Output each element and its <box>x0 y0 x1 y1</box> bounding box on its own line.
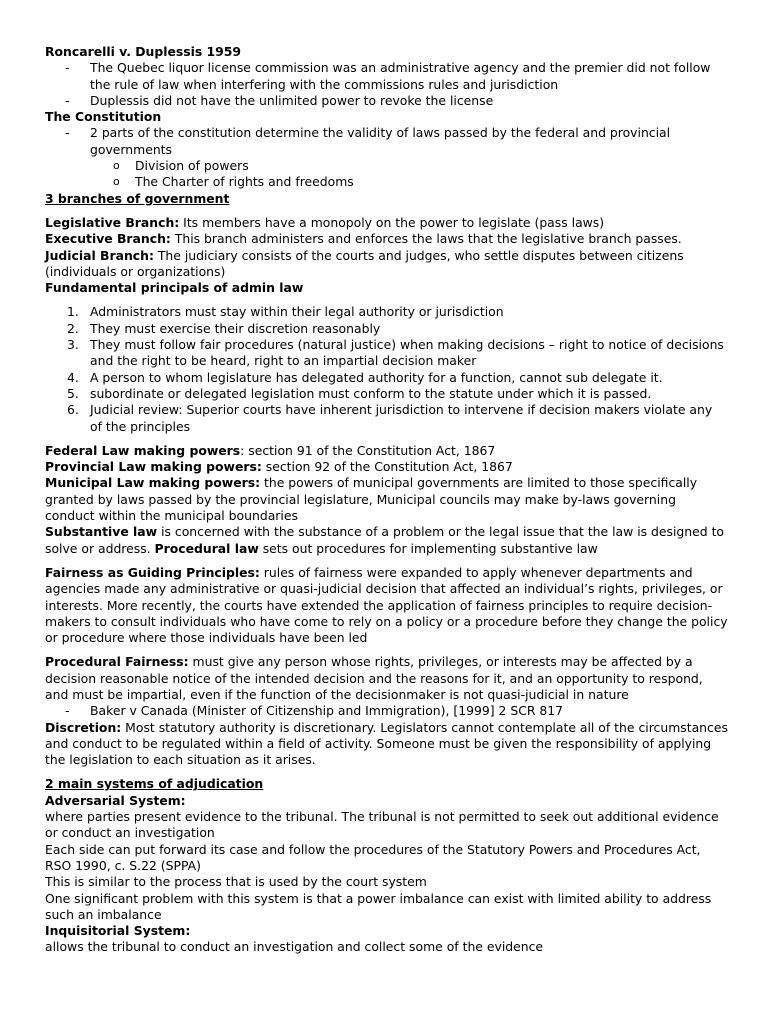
bullet-item: - The Quebec liquor license commission was an administrative agency and the premier did not follow the rule of law when interfering with the commissions rules and jurisdiction <box>65 60 711 92</box>
definition: Judicial Branch: The judiciary consists of the courts and judges, who settle disputes between citizens (individuals or organizations) <box>45 247 684 279</box>
section-heading: The Constitution <box>45 109 162 125</box>
numbered-item: 5. subordinate or delegated legislation must conform to the statute under which it is passed. <box>67 385 652 401</box>
paragraph: Discretion: Most statutory authority is discretionary. Legislators cannot contemplate all of the circumstances and conduct to be regulated within a field of activity. Someone must be given the responsibility of applying the legislation to each situation as it arises. <box>45 719 728 768</box>
numbered-item: 2. They must exercise their discretion reasonably <box>67 320 381 336</box>
bullet-item: - 2 parts of the constitution determine the validity of laws passed by the federal and provincial governments <box>65 125 671 157</box>
section-heading: 2 main systems of adjudication <box>45 776 264 792</box>
sub-bullet-item: o The Charter of rights and freedoms <box>113 174 354 190</box>
case-heading: Roncarelli v. Duplessis 1959 <box>45 44 242 59</box>
numbered-item: 4. A person to whom legislature has delegated authority for a function, cannot sub delegate it. <box>67 369 663 385</box>
section-heading: 3 branches of government <box>45 190 230 206</box>
text-line: Each side can put forward its case and follow the procedures of the Statutory Powers and Procedures Act, RSO 1990, c. S.22 (SPPA) <box>45 841 701 873</box>
text-line: allows the tribunal to conduct an investigation and collect some of the evidence <box>45 939 544 955</box>
definition: Municipal Law making powers: the powers of municipal governments are limited to those specifically granted by laws passed by the provincial legislature, Municipal councils may make by-laws governing conduct within the municipal boundaries <box>45 475 698 524</box>
numbered-item: 6. Judicial review: Superior courts have inherent jurisdiction to intervene if decision makers violate any of the principles <box>67 402 713 434</box>
numbered-item: 3. They must follow fair procedures (natural justice) when making decisions – right to notice of decisions and the right to be heard, right to an impartial decision maker <box>67 337 724 369</box>
numbered-item: 1. Administrators must stay within their legal authority or jurisdiction <box>67 304 504 320</box>
text-line: where parties present evidence to the tribunal. The tribunal is not permitted to seek out additional evidence or conduct an investigation <box>45 809 719 841</box>
definition: Provincial Law making powers: section 92 of the Constitution Act, 1867 <box>45 459 513 475</box>
definition: Substantive law is concerned with the substance of a problem or the legal issue that the law is designed to solve or address. Procedural law sets out procedures for implementing substantive law <box>45 524 725 556</box>
subheading: Adversarial System: <box>45 792 186 808</box>
text-line: One significant problem with this system is that a power imbalance can exist with limited ability to address such an imbalance <box>45 890 712 922</box>
subheading: Inquisitorial System: <box>45 923 191 939</box>
definition: Executive Branch: This branch administers and enforces the laws that the legislative branch passes. <box>45 231 682 247</box>
paragraph: Procedural Fairness: must give any person whose rights, privileges, or interests may be affected by a decision reasonable notice of the intended decision and the reasons for it, and an opportunity to respond, and must be impartial, even if the function of the decisionmaker is not quasi-judicial in nature <box>45 654 703 702</box>
section-heading: Fundamental principals of admin law <box>45 280 304 296</box>
text-line: This is similar to the process that is used by the court system <box>45 874 427 890</box>
definition: Legislative Branch: Its members have a monopoly on the power to legislate (pass laws) <box>45 214 605 230</box>
bullet-item: - Baker v Canada (Minister of Citizenship and Immigration), [1999] 2 SCR 817 <box>65 703 564 719</box>
sub-bullet-item: o Division of powers <box>113 158 249 174</box>
bullet-item: - Duplessis did not have the unlimited power to revoke the license <box>65 92 494 108</box>
paragraph: Fairness as Guiding Principles: rules of fairness were expanded to apply whenever departments and agencies made any administrative or quasi-judicial decision that affected an individual’s rights, privileges, or interests. More recently, the courts have extended the application of fairness principles to require decision-makers to consult individuals who have come to rely on a policy or a procedure before they change the policy or procedure where those individuals have been led <box>45 564 728 646</box>
definition: Federal Law making powers: section 91 of the Constitution Act, 1867 <box>45 442 496 458</box>
